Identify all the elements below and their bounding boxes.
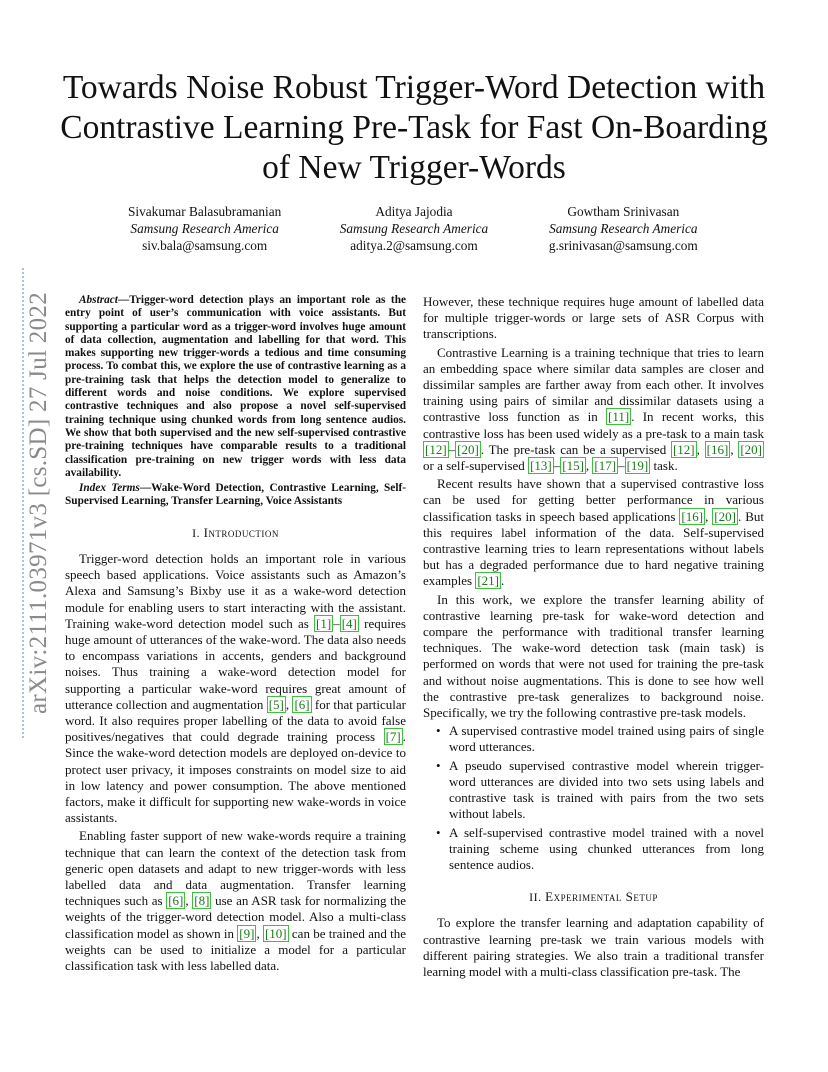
author-name: Sivakumar Balasubramanian (128, 204, 282, 219)
citation-link[interactable]: [20] (714, 508, 736, 524)
list-item: • A supervised contrastive model trained using pairs of single word utterances. (449, 723, 764, 755)
citation-link[interactable]: [12] (425, 441, 447, 457)
citation-link[interactable]: [21] (477, 573, 500, 589)
intro-paragraph-1: Trigger-word detection holds an important role in various speech based applications. Voice assistants such as Amazon’s Alexa and Samsung’s Bixby use it as a wake-word detection module for enabling users to start interacting with the assistant. Training wake-word detection model such as [1] – [4] requires huge amount of utterances of the wake-word. The data also needs to encompass variations in accents, genders and background noises. Thus training a wake-word detection model for supporting a particular wake-word requires great amount of utterance collection and augmentation [5] , [6] for that particular word. It also requires proper labelling of the data to avoid false positives/negatives that could degrade training process [7] . Since the wake-word detection models are deployed on-device to protect user privacy, it imposes constraints on model size to aid in low latency and power consumption. The above mentioned factors, make it difficult for supporting new wake-words in voice assistants. (65, 550, 407, 826)
intro-paragraph-4: Recent results have shown that a supervised contrastive loss can be used for getting better performance in various classification tasks in speech based applications [16] , [20] . But this requires label information of the data. Self-supervised contrastive learning tries to learn representations without labels but has a degraded performance due to hard negative training examples [21] . (423, 476, 764, 589)
citation-link[interactable]: [7] (385, 729, 401, 745)
citation-link[interactable]: [19] (626, 458, 649, 474)
author-2 (309, 203, 518, 254)
abstract (65, 294, 406, 480)
intro-paragraph-5: In this work, we explore the transfer learning ability of contrastive learning pre-task for wake-word detection and compare the performance with traditional transfer learning techniques. The wake-word detection task (main task) is performed on words that were not used for training the pre-task and without noise augmentations. This is done to see how well the contrastive pre-task generalizes to background noise. Specifically, we try the following contrastive pre-task models. (423, 591, 764, 721)
setup-paragraph-1: To explore the transfer learning and adaptation capability of contrastive learning pre-task we train various models with different pairing strategies. We also train a traditional transfer learning model with a multi-class classification pre-task. The (423, 915, 764, 979)
abstract-label: Abstract (79, 294, 118, 306)
left-column (65, 294, 406, 974)
author-email: aditya.2@samsung.com (350, 238, 478, 253)
list-item: • A self-supervised contrastive model trained with a novel training scheme using chunked utterances from long sentence audios. (449, 825, 764, 874)
author-affiliation: Samsung Research America (339, 221, 489, 236)
intro-paragraph-2: Enabling faster support of new wake-words require a training technique that can learn the context of the detection task from generic open datasets and adapt to new trigger-words with less labelled data and data augmentation. Transfer learning techniques such as [6] , [8] use an ASR task for normalizing the weights of the trigger-word detection model. Also a multi-class classification model as shown in [9] , [10] can be trained and the weights can be used to initialize a model for a particular classification task with less labelled data. (65, 828, 407, 974)
citation-link[interactable]: [10] (264, 925, 287, 941)
intro-paragraph-2-continued: However, these technique requires huge amount of labelled data for multiple trigger-words or large sets of ASR Corpus with transcriptions. (423, 294, 764, 342)
citation-link[interactable]: [20] (457, 441, 479, 457)
author-name: Gowtham Srinivasan (567, 204, 680, 219)
citation-link[interactable]: [4] (341, 615, 357, 631)
citation-link[interactable]: [17] (594, 458, 617, 474)
index-terms-text: —Wake-Word Detection, Contrastive Learning, Self-Supervised Learning, Transfer Learning, Voice Assistants (65, 482, 406, 508)
author-name: Aditya Jajodia (375, 204, 453, 219)
author-affiliation: Samsung Research America (549, 221, 698, 236)
index-terms-label: Index Terms (79, 482, 140, 495)
citation-link[interactable]: [5] (268, 696, 284, 712)
section-heading-introduction: I. Introduction (192, 524, 279, 540)
citation-link[interactable]: [16] (681, 508, 704, 524)
author-email: siv.bala@samsung.com (142, 238, 268, 253)
contribution-list (423, 723, 764, 873)
intro-paragraph-3: Contrastive Learning is a training technique that tries to learn an embedding space where similar data samples are closer and dissimilar samples are farther away from each other. It involves training using pairs of similar and dissimilar datasets using a contrastive loss function as in [11] . In recent works, this contrastive loss has been used widely as a pre-task to a main task [12] – [20] . The pre-task can be a supervised [12] , [16] , [20] or a self-supervised [13] – [15] , [17] – [19] task. (423, 344, 765, 474)
paper-title: Towards Noise Robust Trigger-Word Detection with Contrastive Learning Pre-Task for Fast On-Boarding of New Trigger-Words (60, 69, 768, 186)
citation-link[interactable]: [12] (672, 441, 695, 457)
index-terms (65, 482, 406, 509)
citation-link[interactable]: [20] (740, 441, 763, 457)
citation-link[interactable]: [15] (562, 458, 584, 474)
author-3 (519, 203, 728, 254)
arxiv-stamp (22, 268, 54, 738)
author-email: g.srinivasan@samsung.com (548, 238, 698, 253)
author-block (100, 203, 728, 254)
citation-link[interactable]: [8] (194, 893, 210, 909)
citation-link[interactable]: [11] (608, 409, 630, 425)
citation-link[interactable]: [1] (316, 615, 332, 631)
author-affiliation: Samsung Research America (130, 221, 279, 236)
citation-link[interactable]: [6] (168, 893, 184, 909)
abstract-text: —Trigger-word detection plays an important role as the entry point of user’s communication with voice assistants. But supporting a particular word as a trigger-word involves huge amount of data collection, augmentation and labelling for that word. This makes supporting new trigger-words a tedious and time consuming process. To combat this, we explore the use of contrastive learning as a pre-training task that helps the detection model to generalize to different words and noise conditions. We explore supervised contrastive techniques and also propose a novel self-supervised training technique using chunked words from long sentence audios. We show that both supervised and the new self-supervised contrastive pre-training techniques have comparable results to a traditional classification pre-training on new trigger words with less data availability. (65, 294, 406, 479)
author-1 (100, 203, 309, 254)
citation-link[interactable]: [6] (294, 696, 310, 712)
citation-link[interactable]: [16] (706, 441, 729, 457)
arxiv-stamp-text: arXiv:2111.03971v3 [cs.SD] 27 Jul 2022 (25, 291, 52, 715)
list-item: • A pseudo supervised contrastive model wherein trigger-word utterances are divided into two sets using labels and contrastive task is trained with pairs from the two sets without labels. (449, 758, 764, 823)
section-heading-experimental-setup: II. Experimental Setup (529, 889, 658, 905)
right-column (423, 294, 764, 980)
citation-link[interactable]: [13] (530, 458, 552, 474)
citation-link[interactable]: [9] (239, 925, 255, 941)
